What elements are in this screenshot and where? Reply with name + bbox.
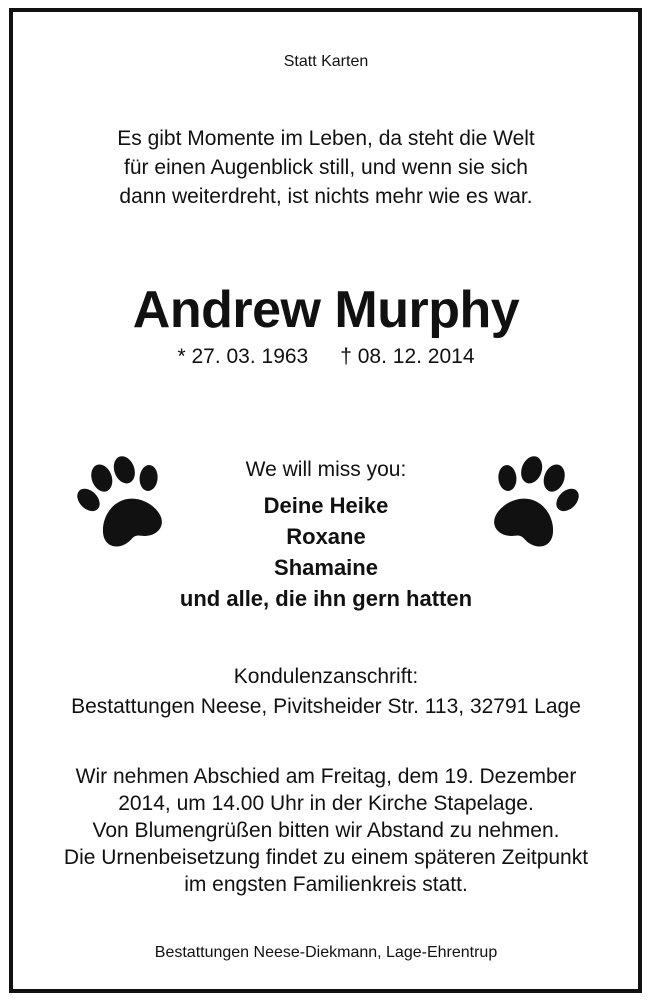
quote-line: für einen Augenblick still, und wenn sie sich: [124, 156, 528, 179]
address-line: Bestattungen Neese, Pivitsheider Str. 113, 32791 Lage: [71, 695, 581, 718]
mourner-name: und alle, die ihn gern hatten: [179, 586, 473, 611]
mourner-name: Deine Heike: [263, 493, 389, 518]
statt-karten-label: Statt Karten: [283, 53, 369, 70]
mourners-intro: We will miss you:: [245, 458, 407, 481]
mourner-name: Shamaine: [274, 555, 378, 580]
undertaker-footer: Bestattungen Neese-Diekmann, Lage-Ehrentrup: [154, 944, 498, 961]
quote-line: dann weiterdreht, ist nichts mehr wie es war.: [119, 185, 533, 208]
address-label: Kondulenzanschrift:: [233, 665, 419, 688]
mourners-list: [0, 490, 652, 614]
notice-line: Von Blumengrüßen bitten wir Abstand zu nehmen.: [92, 819, 560, 842]
mourner-name: Roxane: [286, 524, 366, 549]
death-date: † 08. 12. 2014: [340, 345, 475, 368]
funeral-notice: [0, 763, 652, 898]
notice-line: Wir nehmen Abschied am Freitag, dem 19. Dezember: [75, 765, 577, 788]
quote-line: Es gibt Momente im Leben, da steht die Welt: [117, 127, 535, 150]
life-dates: [0, 345, 652, 369]
birth-date: * 27. 03. 1963: [177, 345, 309, 368]
quote-block: [0, 124, 652, 211]
notice-line: im engsten Familienkreis statt.: [184, 873, 468, 896]
notice-line: Die Urnenbeisetzung findet zu einem späteren Zeitpunkt: [63, 846, 589, 869]
notice-line: 2014, um 14.00 Uhr in der Kirche Stapelage.: [118, 792, 534, 815]
condolence-address: [0, 662, 652, 722]
deceased-name: Andrew Murphy: [132, 281, 520, 339]
